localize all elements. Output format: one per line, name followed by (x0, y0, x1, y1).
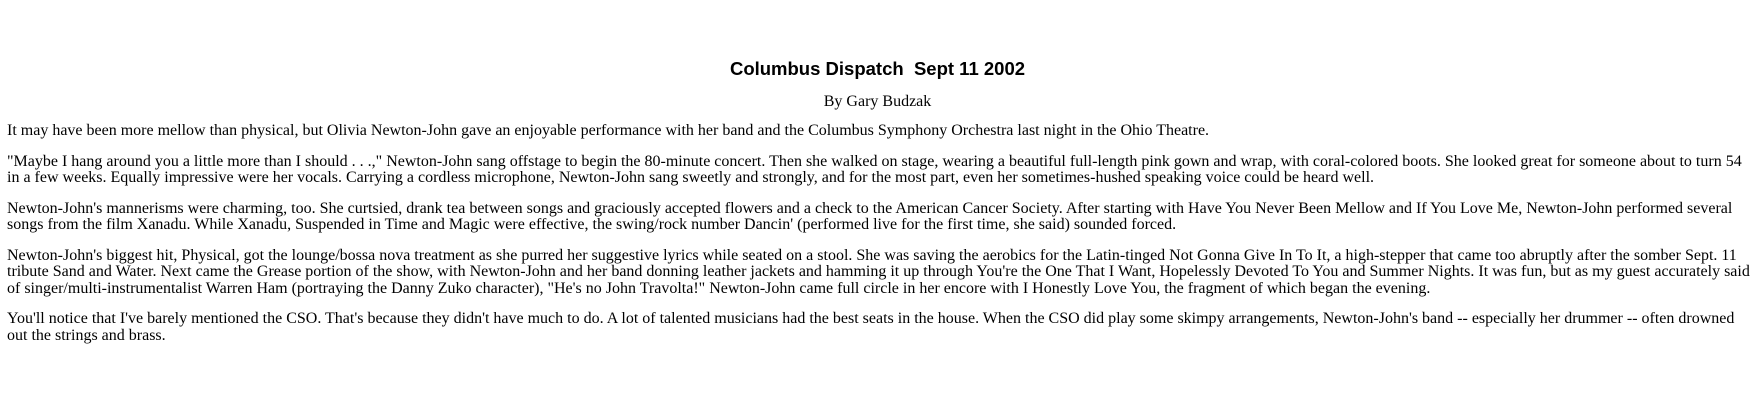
article-paragraph-1: It may have been more mellow than physical, but Olivia Newton-John gave an enjoyable performance with her band and the Columbus Symphony Orchestra last night in the Ohio Theatre. (7, 122, 1210, 139)
article-paragraph-2: "Maybe I hang around you a little more than I should . . .," Newton-John sang offstage to begin the 80-minute concert. Then she walked on stage, wearing a beautiful full-length pink gown and wrap, with coral-colored boots. She looked great for someone about to turn 54 in a few weeks. Equally impressive were her vocals. Carrying a cordless microphone, Newton-John sang sweetly and strongly, and for the most part, even her sometimes-hushed speaking voice could be heard well. (7, 152, 1742, 186)
article-paragraph-3: Newton-John's mannerisms were charming, too. She curtsied, drank tea between songs and graciously accepted flowers and a check to the American Cancer Society. After starting with Have You Never Been Mellow and If You Love Me, Newton-John performed several songs from the film Xanadu. While Xanadu, Suspended in Time and Magic were effective, the swing/rock number Dancin' (performed live for the first time, she said) sounded forced. (7, 199, 1733, 233)
byline: By Gary Budzak (823, 93, 932, 110)
page-title: Columbus Dispatch Sept 11 2002 (729, 58, 1026, 79)
article-paragraph-5: You'll notice that I've barely mentioned the CSO. That's because they didn't have much to do. A lot of talented musicians had the best seats in the house. When the CSO did play some skimpy arrangements, Newton-John's band -- especially her drummer -- often drowned out the strings and brass. (7, 310, 1735, 344)
article-paragraph-4: Newton-John's biggest hit, Physical, got the lounge/bossa nova treatment as she purred her suggestive lyrics while seated on a stool. She was saving the aerobics for the Latin-tinged Not Gonna Give In To It, a high-stepper that came too abruptly after the somber Sept. 11 tribute Sand and Water. Next came the Grease portion of the show, with Newton-John and her band donning leather jackets and hamming it up through You're the One That I Want, Hopelessly Devoted To You and Summer Nights. It was fun, but as my guest accurately said of singer/multi-instrumentalist Warren Ham (portraying the Danny Zuko character), "He's no John Travolta!" Newton-John came full circle in her encore with I Honestly Love You, the fragment of which began the evening. (7, 246, 1750, 297)
article-body (7, 123, 1752, 358)
